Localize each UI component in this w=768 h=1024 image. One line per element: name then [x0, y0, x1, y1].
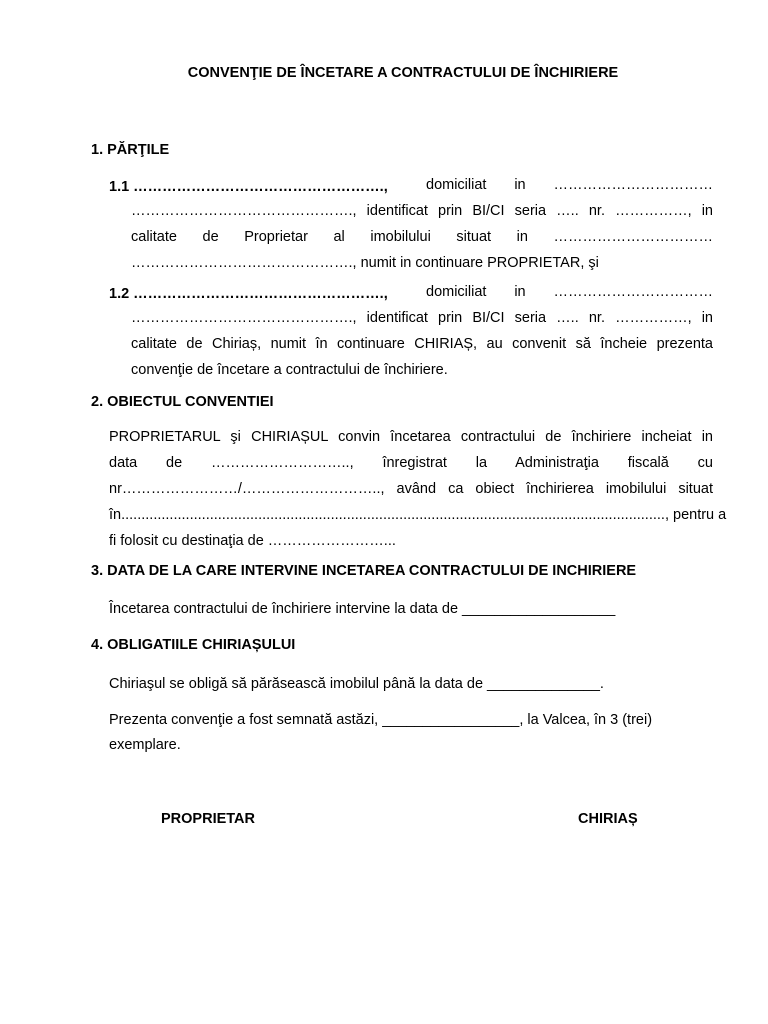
- section-3-heading: [91, 563, 636, 579]
- text-line: în......................................................................................................................................., pentru a: [109, 507, 727, 523]
- section-number: 4.: [91, 637, 104, 653]
- text-line: fi folosit cu destinaţia de ……………………...: [109, 533, 396, 549]
- section-title: OBLIGATIILE CHIRIAȘULUI: [107, 637, 296, 653]
- clause-1-1-body: [131, 198, 713, 276]
- clause-1-2-label: 1.2 …………………………………………….,: [109, 286, 388, 302]
- section-number: 2.: [91, 394, 104, 410]
- section-title: OBIECTUL CONVENTIEI: [107, 394, 274, 410]
- signature-proprietar: PROPRIETAR: [161, 811, 255, 827]
- text-line: data de ……………………….., înregistrat la Administraţia fiscală cu: [109, 455, 713, 471]
- section-4-text: Chiriaşul se obligă să părăsească imobilul până la data de ______________.: [109, 676, 604, 692]
- section-number: 3.: [91, 563, 104, 579]
- section-title: PĂRŢILE: [107, 142, 170, 158]
- text-line: ………………………………………., identificat prin BI/CI seria ….. nr. ……………, in: [131, 310, 713, 326]
- clause-1-1-label: 1.1 …………………………………………….,: [109, 179, 388, 195]
- section-title: DATA DE LA CARE INTERVINE INCETAREA CONTRACTULUI DE INCHIRIERE: [107, 563, 637, 579]
- section-3-text: Încetarea contractului de închiriere intervine la data de ___________________: [109, 601, 616, 617]
- closing-line-2: exemplare.: [109, 737, 181, 753]
- text-line: PROPRIETARUL şi CHIRIAȘUL convin încetarea contractului de închiriere incheiat in: [109, 429, 713, 445]
- text-line: ………………………………………., numit in continuare PROPRIETAR, şi: [131, 255, 599, 271]
- text-line: calitate de Chiriaș, numit în continuare CHIRIAȘ, au convenit să încheie prezenta: [131, 336, 713, 352]
- closing-line-1: Prezenta convenţie a fost semnată astăzi, _________________, la Valcea, în 3 (trei): [109, 712, 653, 728]
- document-title: CONVENŢIE DE ÎNCETARE A CONTRACTULUI DE ÎNCHIRIERE: [187, 65, 619, 81]
- text-line: domiciliat in ……………………………: [426, 177, 713, 193]
- text-line: nr……………………/……………………….., având ca obiect închirierea imobilului situat: [109, 481, 713, 497]
- section-4-heading: [91, 637, 295, 653]
- text-line: calitate de Proprietar al imobilului situat in ……………………………: [131, 229, 713, 245]
- signature-chirias: CHIRIAȘ: [578, 811, 638, 827]
- clause-1-1-first-line: [426, 172, 713, 198]
- clause-1-2-first-line: [426, 279, 713, 305]
- section-2-heading: [91, 394, 274, 410]
- text-line: domiciliat in ……………………………: [426, 284, 713, 300]
- section-number: 1.: [91, 142, 104, 158]
- text-line: ………………………………………., identificat prin BI/CI seria ….. nr. ……………, in: [131, 203, 713, 219]
- text-line: convenţie de încetare a contractului de închiriere.: [131, 362, 448, 378]
- section-1-heading: [91, 142, 169, 158]
- section-2-body: [109, 424, 727, 554]
- clause-1-2-body: [131, 305, 713, 383]
